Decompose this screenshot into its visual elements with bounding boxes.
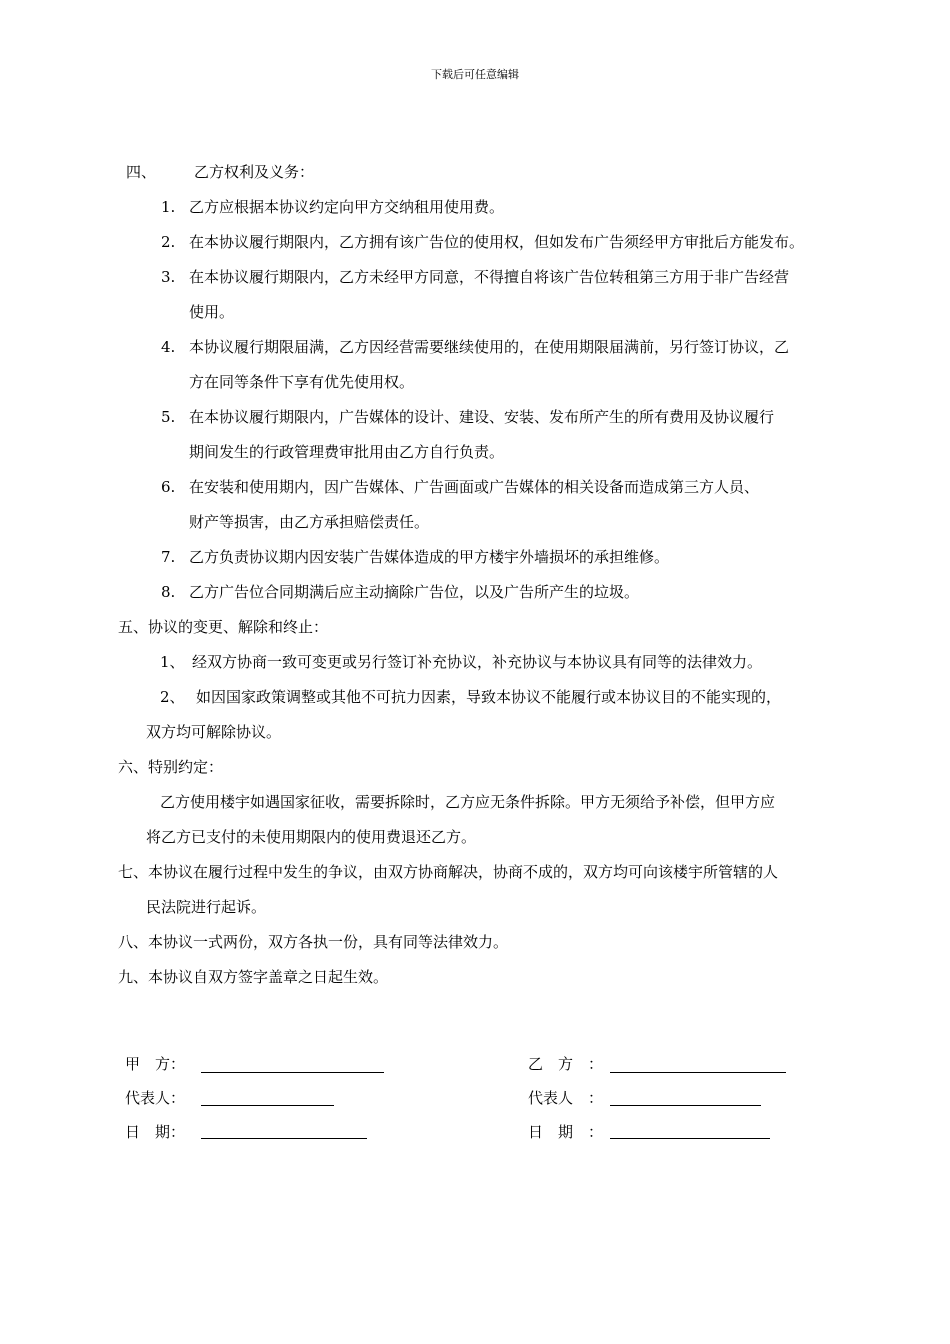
- item-4-6-cont: 财产等损害，由乙方承担赔偿责任。: [189, 513, 430, 531]
- section-5-title: 五、协议的变更、解除和终止：: [118, 618, 329, 636]
- item-4-6: 6. 在安装和使用期内，因广告媒体、广告画面或广告媒体的相关设备而造成第三方人员、: [161, 478, 760, 496]
- section-8: 八、本协议一式两份，双方各执一份，具有同等法律效力。: [118, 933, 509, 951]
- item-4-3-cont: 使用。: [189, 303, 235, 321]
- item-4-5-cont: 期间发生的行政管理费审批用由乙方自行负责。: [189, 443, 505, 461]
- item-5-2: 2、 如因国家政策调整或其他不可抗力因素，导致本协议不能履行或本协议目的不能实现的，: [160, 688, 782, 706]
- item-5-1: 1、 经双方协商一致可变更或另行签订补充协议，补充协议与本协议具有同等的法律效力。: [160, 653, 763, 671]
- page-header: 下载后可任意编辑: [431, 68, 519, 81]
- item-4-5: 5. 在本协议履行期限内，广告媒体的设计、建设、安装、发布所产生的所有费用及协议履行: [161, 408, 775, 426]
- item-4-4-cont: 方在同等条件下享有优先使用权。: [189, 373, 415, 391]
- party-b-signature-line[interactable]: [610, 1072, 786, 1073]
- item-4-1: 1. 乙方应根据本协议约定向甲方交纳租用使用费。: [161, 198, 505, 216]
- item-4-3: 3. 在本协议履行期限内，乙方未经甲方同意，不得擅自将该广告位转租第三方用于非广告经营: [161, 268, 790, 286]
- party-a-signature-line[interactable]: [201, 1072, 384, 1073]
- party-b-rep-label: 代表人 ：: [528, 1089, 604, 1107]
- party-a-rep-label: 代表人：: [125, 1089, 186, 1107]
- party-b-rep-line[interactable]: [610, 1105, 761, 1106]
- party-a-rep-line[interactable]: [201, 1105, 334, 1106]
- section-6-line-1: 乙方使用楼宇如遇国家征收，需要拆除时，乙方应无条件拆除。甲方无须给予补偿，但甲方应: [160, 793, 776, 811]
- party-a-date-line[interactable]: [201, 1138, 367, 1139]
- item-4-2: 2. 在本协议履行期限内，乙方拥有该广告位的使用权，但如发布广告须经甲方审批后方能发布。: [161, 233, 805, 251]
- section-4-number: 四、: [126, 163, 157, 181]
- item-4-8: 8. 乙方广告位合同期满后应主动摘除广告位，以及广告所产生的垃圾。: [161, 583, 640, 601]
- party-b-date-label: 日 期 ：: [528, 1123, 604, 1141]
- section-4-heading: [126, 163, 314, 181]
- section-7-line-2: 民法院进行起诉。: [146, 898, 267, 916]
- section-4-title: 乙方权利及义务：: [194, 163, 315, 181]
- party-a-label: 甲 方：: [125, 1055, 186, 1073]
- party-b-label: 乙 方 ：: [528, 1055, 604, 1073]
- section-6-line-2: 将乙方已支付的未使用期限内的使用费退还乙方。: [146, 828, 477, 846]
- item-4-4: 4. 本协议履行期限届满，乙方因经营需要继续使用的，在使用期限届满前，另行签订协议，乙: [161, 338, 790, 356]
- section-6-title: 六、特别约定：: [118, 758, 224, 776]
- item-4-7: 7. 乙方负责协议期内因安装广告媒体造成的甲方楼宇外墙损坏的承担维修。: [161, 548, 670, 566]
- party-b-date-line[interactable]: [610, 1138, 770, 1139]
- item-5-2-cont: 双方均可解除协议。: [146, 723, 282, 741]
- party-a-date-label: 日 期：: [125, 1123, 186, 1141]
- section-7-line-1: 七、本协议在履行过程中发生的争议，由双方协商解决，协商不成的，双方均可向该楼宇所管辖的人: [118, 863, 779, 881]
- section-9: 九、本协议自双方签字盖章之日起生效。: [118, 968, 389, 986]
